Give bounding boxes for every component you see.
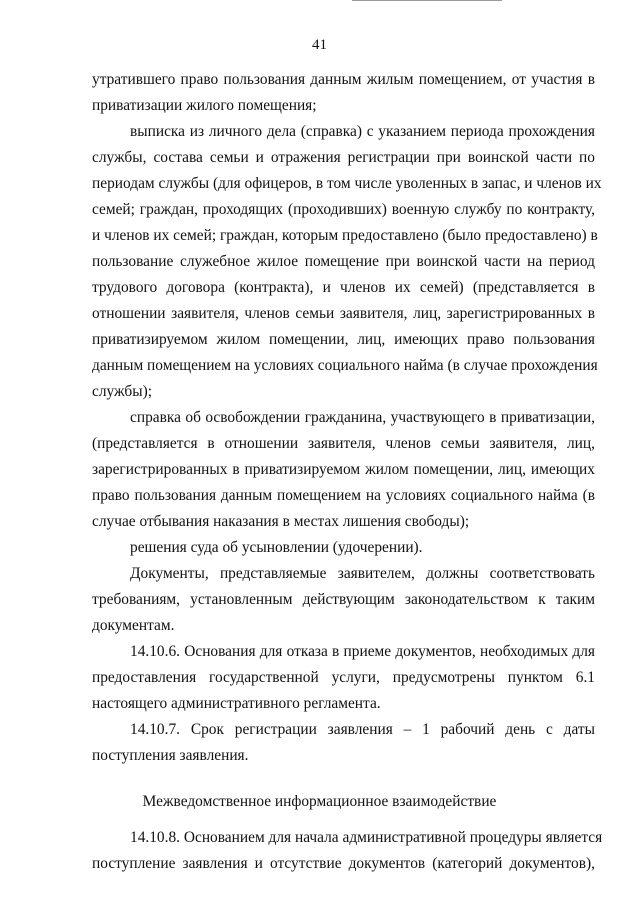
text-line: семей; граждан, проходящих (проходивших) военную службу по контракту, — [92, 201, 595, 218]
text-line: (представляется в отношении заявителя, членов семьи заявителя, лиц, — [92, 435, 595, 452]
text-line: периодам службы (для офицеров, в том числе уволенных в запас, и членов их — [92, 175, 602, 192]
text-line: службы); — [92, 383, 153, 400]
text-line: приватизируемом жилом помещении, лиц, имеющих право пользования — [92, 331, 595, 348]
text-line: пользование служебное жилое помещение при воинской части на период — [92, 253, 595, 270]
text-line: отношении заявителя, членов семьи заявителя, лиц, зарегистрированных в — [92, 305, 595, 322]
page-number: 41 — [312, 37, 327, 53]
text-line: настоящего административного регламента. — [92, 695, 381, 712]
text-line: право пользования данным помещением на условиях социального найма (в — [92, 487, 595, 504]
text-line: Документы, представляемые заявителем, должны соответствовать — [130, 565, 595, 582]
text-line: требованиям, установленным действующим законодательством к таким — [92, 591, 595, 608]
text-line: приватизации жилого помещения; — [92, 97, 317, 114]
text-line: зарегистрированных в приватизируемом жилом помещении, лиц, имеющих — [92, 461, 595, 478]
text-line: выписка из личного дела (справка) с указанием периода прохождения — [130, 123, 595, 140]
text-line: трудового договора (контракта), и членов их семей) (представляется в — [92, 279, 595, 296]
text-line: случае отбывания наказания в местах лишения свободы); — [92, 513, 470, 530]
text-line: документам. — [92, 617, 175, 634]
text-line: данным помещением на условиях социального найма (в случае прохождения — [92, 357, 598, 374]
text-line: 14.10.6. Основания для отказа в приеме документов, необходимых для — [130, 643, 595, 660]
text-line: службы, состава семьи и отражения регистрации при воинской части по — [92, 149, 595, 166]
top-edge-rule — [352, 0, 502, 4]
text-line: 14.10.7. Срок регистрации заявления – 1 рабочий день с даты — [130, 721, 595, 738]
text-line: справка об освобождении гражданина, участвующего в приватизации, — [130, 409, 595, 426]
text-line: предоставления государственной услуги, предусмотрены пунктом 6.1 — [92, 669, 595, 686]
text-line: решения суда об усыновлении (удочерении). — [130, 539, 423, 556]
text-line: 14.10.8. Основанием для начала административной процедуры является — [130, 829, 603, 846]
text-line: поступление заявления и отсутствие документов (категорий документов), — [92, 855, 595, 872]
text-line: утратившего право пользования данным жилым помещением, от участия в — [92, 71, 595, 88]
text-line: поступления заявления. — [92, 747, 249, 764]
section-heading: Межведомственное информационное взаимодействие — [142, 793, 497, 810]
text-line: и членов их семей; граждан, которым предоставлено (было предоставлено) в — [92, 227, 598, 244]
